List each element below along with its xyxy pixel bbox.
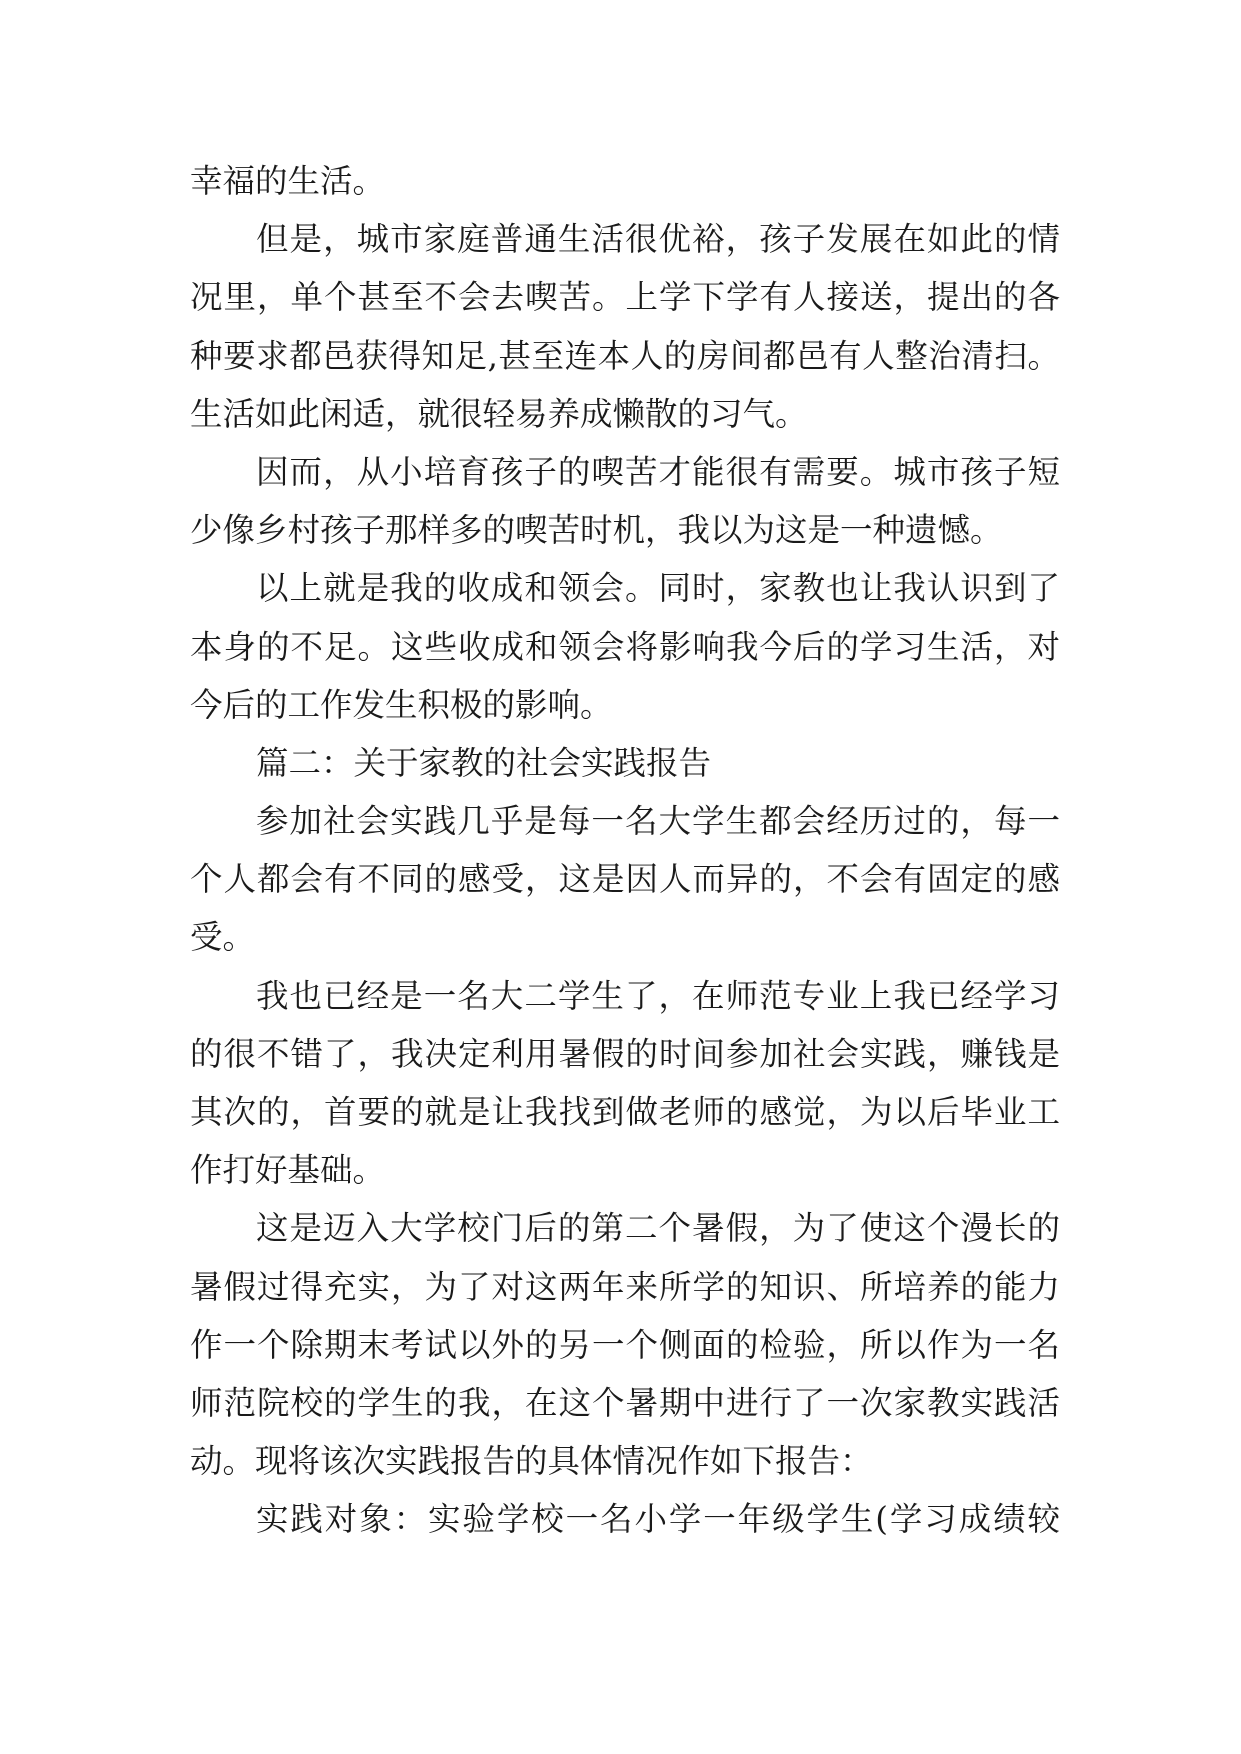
text-line-22: 师范院校的学生的我，在这个暑期中进行了一次家教实践活 bbox=[190, 1383, 1060, 1422]
text-line-20: 暑假过得充实，为了对这两年来所学的知识、所培养的能力 bbox=[190, 1267, 1060, 1306]
text-line-9: 本身的不足。这些收成和领会将影响我今后的学习生活，对 bbox=[190, 627, 1060, 666]
text-line-23: 动。现将该次实践报告的具体情况作如下报告： bbox=[190, 1442, 873, 1481]
text-line-18: 作打好基础。 bbox=[190, 1151, 386, 1190]
text-line-1: 幸福的生活。 bbox=[190, 162, 386, 200]
text-line-21: 作一个除期末考试以外的另一个侧面的检验，所以作为一名 bbox=[190, 1325, 1060, 1364]
text-line-3: 况里，单个甚至不会去喫苦。上学下学有人接送，提出的各 bbox=[190, 278, 1060, 317]
text-line-19: 这是迈入大学校门后的第二个暑假，为了使这个漫长的 bbox=[256, 1209, 1060, 1248]
text-line-7: 少像乡村孩子那样多的喫苦时机，我以为这是一种遗憾。 bbox=[190, 511, 1003, 550]
text-line-8: 以上就是我的收成和领会。同时，家教也让我认识到了 bbox=[256, 569, 1060, 608]
text-line-13: 个人都会有不同的感受，这是因人而异的，不会有固定的感 bbox=[190, 860, 1060, 899]
text-line-16: 的很不错了，我决定利用暑假的时间参加社会实践，赚钱是 bbox=[190, 1034, 1060, 1073]
text-line-2: 但是，城市家庭普通生活很优裕，孩子发展在如此的情 bbox=[256, 220, 1060, 259]
text-line-10: 今后的工作发生积极的影响。 bbox=[190, 685, 613, 724]
document-body bbox=[190, 152, 1060, 1549]
section-heading: 篇二：关于家教的社会实践报告 bbox=[256, 743, 712, 782]
text-line-17: 其次的，首要的就是让我找到做老师的感觉，为以后毕业工 bbox=[190, 1093, 1060, 1131]
text-line-14: 受。 bbox=[190, 918, 256, 957]
text-line-5: 生活如此闲适，就很轻易养成懒散的习气。 bbox=[190, 394, 808, 433]
text-line-15: 我也已经是一名大二学生了，在师范专业上我已经学习 bbox=[256, 976, 1060, 1015]
text-line-24: 实践对象：实验学校一名小学一年级学生(学习成绩较 bbox=[256, 1500, 1060, 1539]
text-line-4: 种要求都邑获得知足,甚至连本人的房间都邑有人整治清扫。 bbox=[190, 336, 1060, 375]
text-line-12: 参加社会实践几乎是每一名大学生都会经历过的，每一 bbox=[256, 802, 1060, 841]
text-line-6: 因而，从小培育孩子的喫苦才能很有需要。城市孩子短 bbox=[256, 452, 1060, 491]
